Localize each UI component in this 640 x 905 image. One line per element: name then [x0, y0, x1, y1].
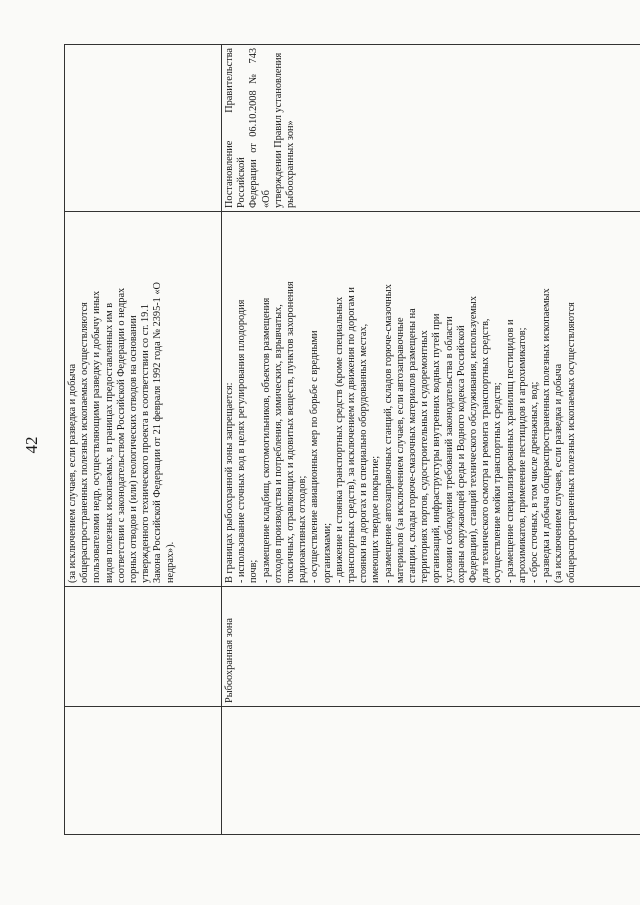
text-line: - сброс сточных, в том числе дренажных, вод; [529, 381, 541, 583]
page-number: 42 [22, 436, 41, 454]
text-line: соответствии с законодательством Российской Федерации о недрах [115, 287, 127, 583]
text-line: - размещение специализированных хранилищ пестицидов и [504, 319, 516, 583]
text-line: - размещение кладбищ, скотомогильников, объектов размещения [260, 297, 272, 583]
text-line: организаций, инфраструктуры внутренних водных путей при [431, 313, 443, 583]
text-line: Закона Российской Федерации от 21 февраля 1992 года № 2395-1 «О [152, 282, 164, 583]
text-line: территориях портов, судостроительных и судоремонтных [419, 330, 431, 583]
activity-cell [222, 212, 640, 587]
text-line: материалов (за исключением случаев, если автозаправочные [394, 317, 406, 583]
text-line: организмами; [321, 523, 333, 583]
restrictions-table [64, 44, 640, 835]
table-row-fish-protection-zone [222, 45, 640, 835]
text-line: (за исключением случаев, если разведка и добыча [553, 363, 565, 583]
text-line: утвержденного технического проекта в соответствии со ст. 19.1 [140, 303, 152, 583]
table-row-continuation [65, 45, 222, 835]
text-line: утверждении Правил установления [272, 52, 284, 208]
text-line: - движение и стоянка транспортных средств (кроме специальных [333, 296, 345, 583]
text-line: рыбоохранных зон» [285, 120, 297, 208]
basis-cell [222, 45, 640, 212]
text-line: общераспространенных полезных ископаемых осуществляются [565, 302, 577, 583]
text-line: Постановление Правительства Российской [224, 48, 248, 208]
text-line: осуществление мойки транспортных средств; [492, 382, 504, 583]
text-line: для технического осмотра и ремонта транспортных средств, [480, 318, 492, 583]
text-line: Федерации), станций технического обслуживания, используемых [468, 296, 480, 583]
text-line: токсичных, отравляющих и ядовитых веществ, пунктов захоронения [285, 281, 297, 583]
text-line: агрохимикатов, применение пестицидов и агрохимикатов; [516, 327, 528, 583]
text-line: общераспространенных полезных ископаемых осуществляются [79, 302, 91, 583]
text-line: станции, склады горюче-смазочных материалов размещены на [407, 308, 419, 583]
text-line: отходов производства и потребления, химических, взрывчатых, [272, 304, 284, 583]
text-line: - осуществление авиационных мер по борьбе с вредными [309, 330, 321, 583]
basis-cell-empty [65, 45, 222, 212]
text-line: транспортных средств), за исключением их движения по дорогам и [346, 287, 358, 583]
text-line: почв; [248, 559, 260, 583]
zone-name-cell: Рыбоохранная зона [222, 587, 640, 707]
text-line: - разведка и добыча общераспространенных полезных ископаемых [541, 288, 553, 583]
text-line: радиоактивных отходов; [297, 475, 309, 583]
text-line: горных отводов и (или) геологических отводов на основании [128, 315, 140, 583]
text-line: - использование сточных вод в целях регулирования плодородия [236, 299, 248, 583]
text-line: пользователями недр, осуществляющими разведку и добычу иных [91, 290, 103, 583]
text-line: имеющих твердое покрытие; [370, 455, 382, 583]
zone-name-cell-empty [65, 587, 222, 707]
text-line: видов полезных ископаемых, в границах предоставленных им в [103, 302, 115, 583]
text-line: В границах рыбоохранной зоны запрещается: [224, 382, 235, 583]
empty-cell [222, 707, 640, 835]
text-line: стоянки на дорогах и в специально оборудованных местах, [358, 323, 370, 583]
text-line: условии соблюдения требований законодательства в области [443, 316, 455, 583]
text-line: Федерации от 06.10.2008 № 743 «Об [248, 48, 272, 208]
activity-cell-continuation [65, 212, 222, 587]
text-line: - размещение автозаправочных станций, складов горюче-смазочных [382, 284, 394, 583]
empty-cell [65, 707, 222, 835]
text-line: (за исключением случаев, если разведка и добыча [67, 363, 78, 583]
text-line: недрах»). [164, 541, 176, 583]
text-line: охраны окружающей среды и Водного кодекса Российской [455, 325, 467, 583]
